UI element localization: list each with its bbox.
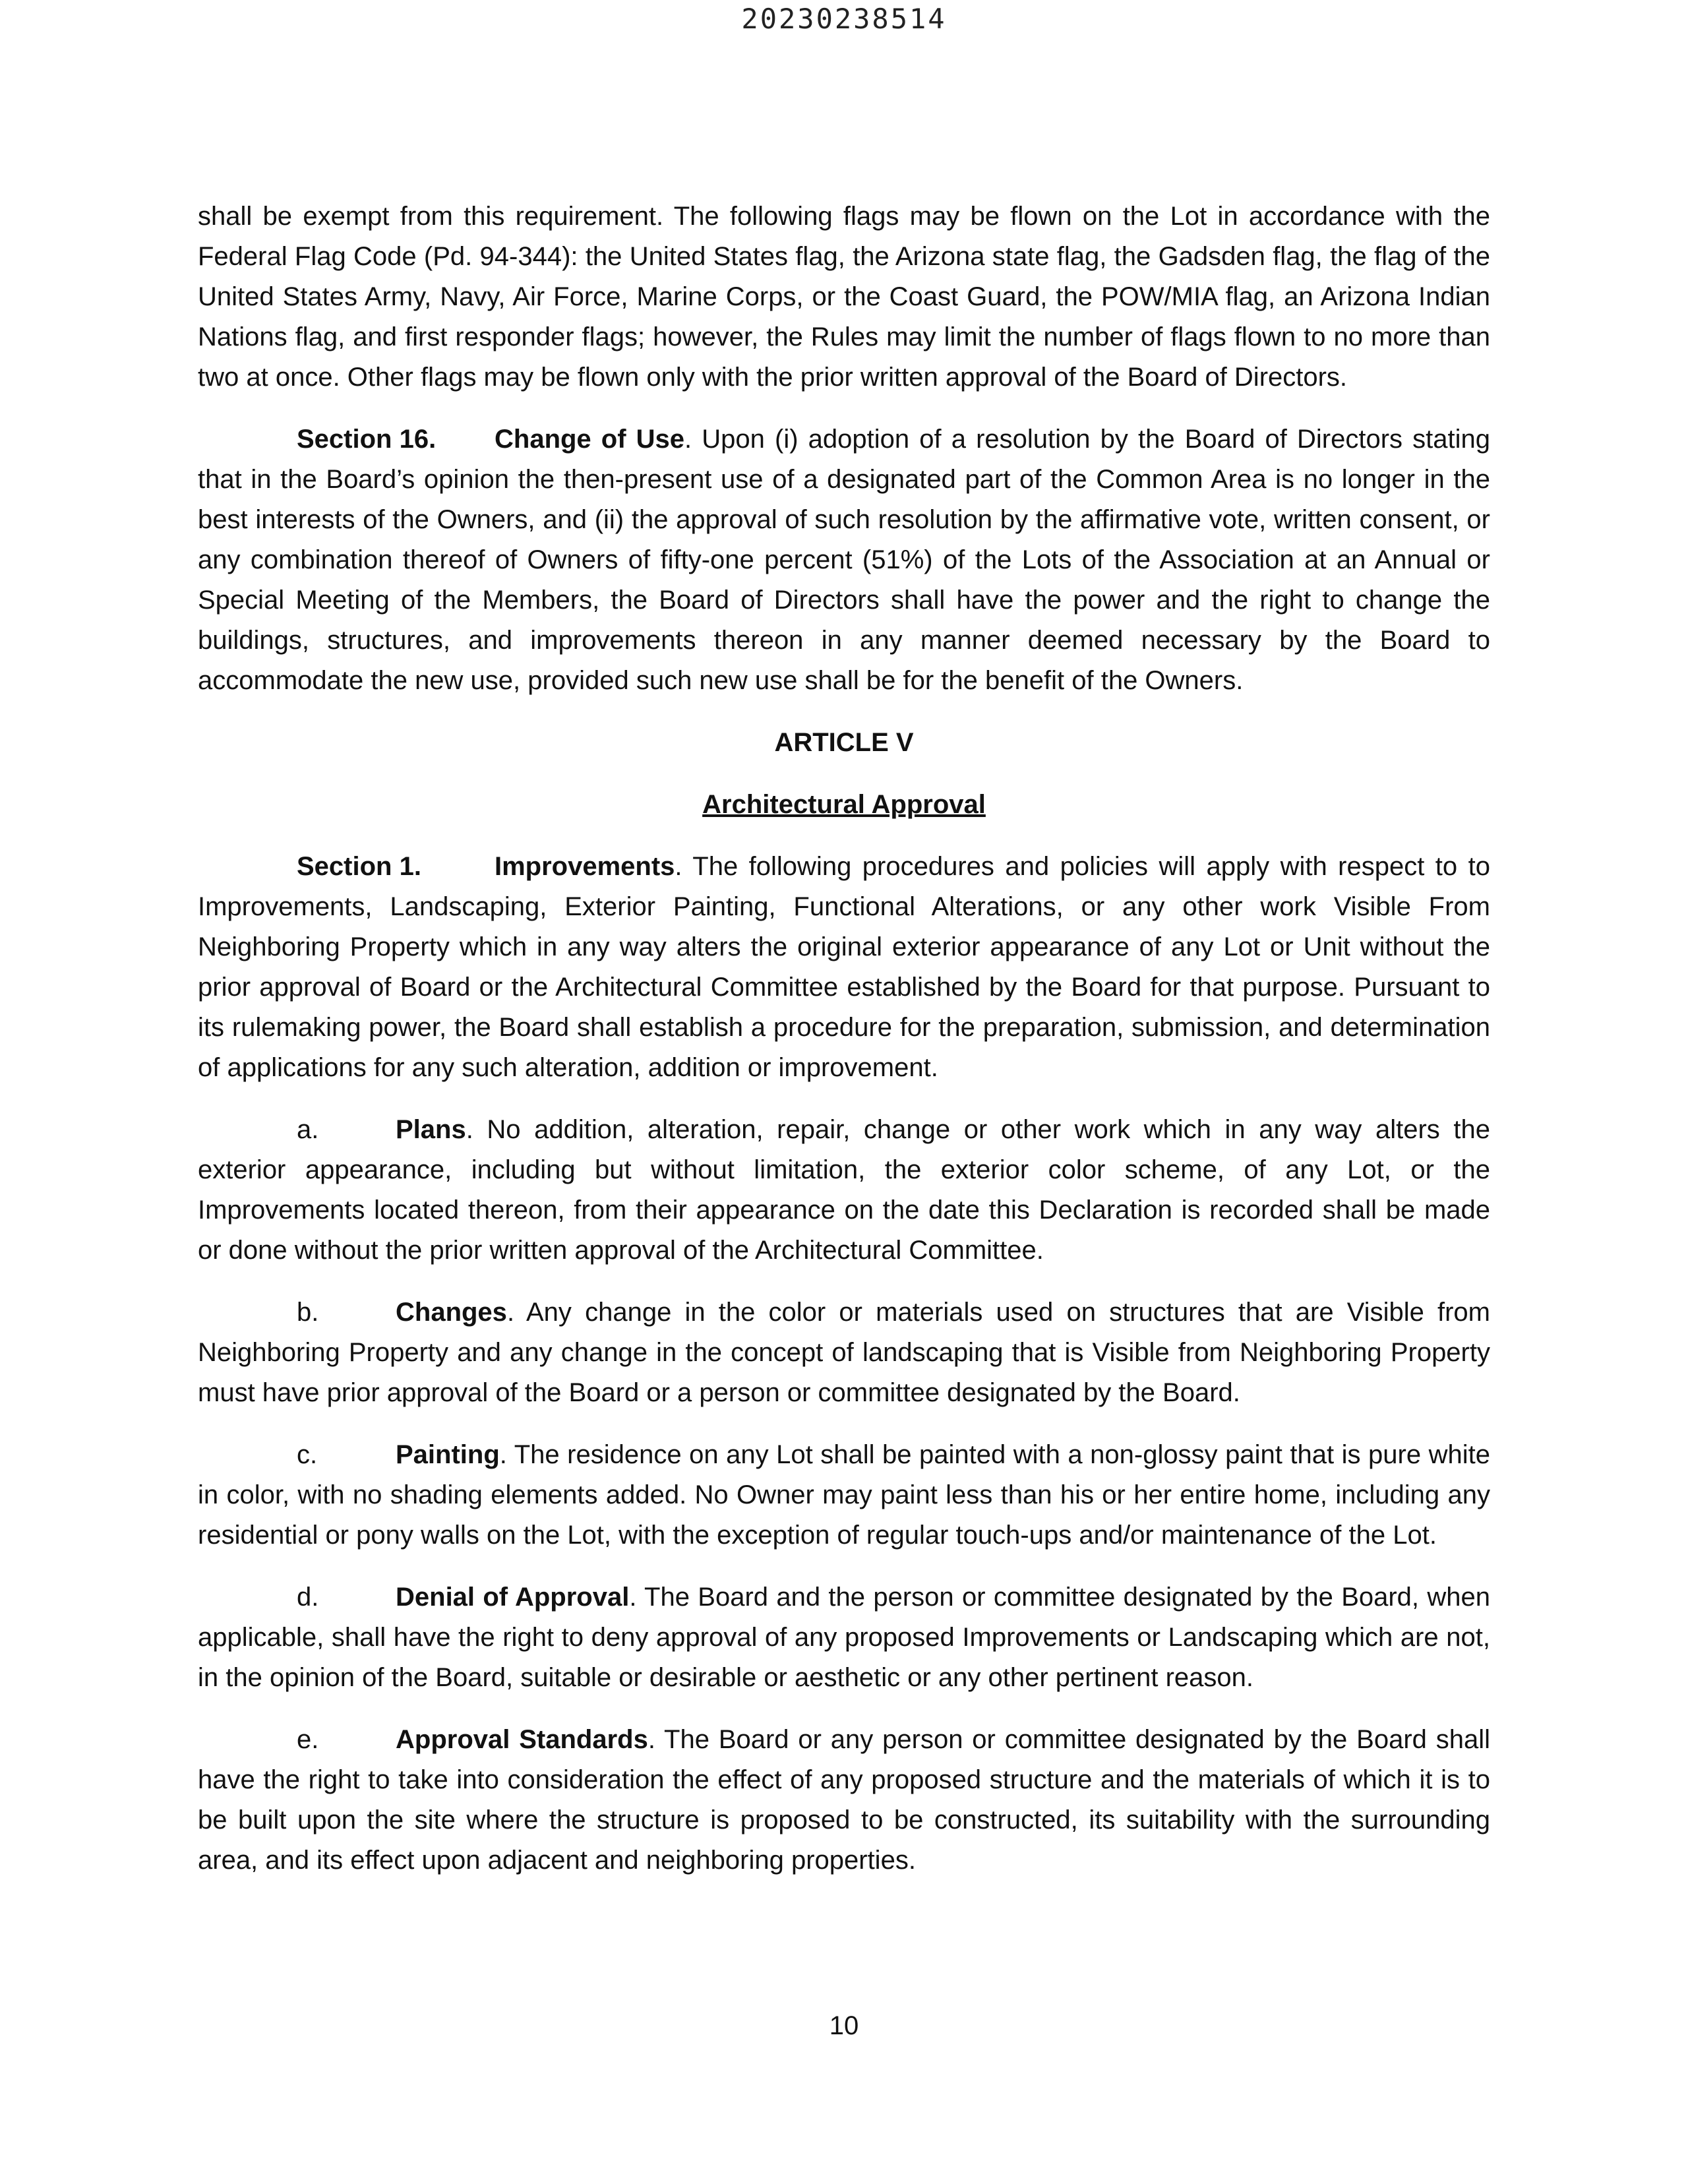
article-title: Architectural Approval <box>702 790 986 819</box>
item-b-label: b. <box>297 1298 319 1327</box>
item-a-title: Plans <box>396 1115 466 1144</box>
item-d-paragraph <box>198 1577 1490 1698</box>
item-e-text: . The Board or any person or committee designated by the Board shall have the right to take into consideration the effect of any proposed structure and the materials of which it is to be built upon the site where the structure is proposed to be constructed, its suitability with the surrounding area, and its effect upon adjacent and neighboring properties. <box>198 1725 1490 1875</box>
section-16-text: . Upon (i) adoption of a resolution by the Board of Directors stating that in the Board’s opinion the then-present use of a designated part of the Common Area is no longer in the best interests of the Owners, and (ii) the approval of such resolution by the affirmative vote, written consent, or any combination thereof of Owners of fifty-one percent (51%) of the Lots of the Association at an Annual or Special Meeting of the Members, the Board of Directors shall have the power and the right to change the buildings, structures, and improvements thereon in any manner deemed necessary by the Board to accommodate the new use, provided such new use shall be for the benefit of the Owners. <box>198 425 1490 695</box>
page-number: 10 <box>829 2011 859 2040</box>
paragraph-flags-continued: shall be exempt from this requirement. The following flags may be flown on the Lot in accordance with the Federal Flag Code (Pd. 94-344): the United States flag, the Arizona state flag, the Gadsden flag, the flag of the United States Army, Navy, Air Force, Marine Corps, or the Coast Guard, the POW/MIA flag, an Arizona Indian Nations flag, and first responder flags; however, the Rules may limit the number of flags flown to no more than two at once. Other flags may be flown only with the prior written approval of the Board of Directors. <box>198 202 1490 392</box>
section-1-paragraph <box>198 847 1490 1088</box>
item-d-text: . The Board and the person or committee designated by the Board, when applicable, shall have the right to deny approval of any proposed Improvements or Landscaping which are not, in the opinion of the Board, suitable or desirable or aesthetic or any other pertinent reason. <box>198 1583 1490 1692</box>
section-16-paragraph <box>198 419 1490 701</box>
section-16-label: Section 16. <box>297 425 437 454</box>
item-b-text: . Any change in the color or materials used on structures that are Visible from Neighboring Property and any change in the concept of landscaping that is Visible from Neighboring Property must have prior approval of the Board or a person or committee designated by the Board. <box>198 1298 1490 1407</box>
item-b-paragraph <box>198 1292 1490 1413</box>
item-d-label: d. <box>297 1583 319 1612</box>
item-a-paragraph <box>198 1110 1490 1271</box>
page-body <box>198 197 1490 1902</box>
item-e-title: Approval Standards <box>396 1725 648 1754</box>
item-d-title: Denial of Approval <box>396 1583 630 1612</box>
section-16-title: Change of Use <box>495 425 685 454</box>
item-e-label: e. <box>297 1725 319 1754</box>
item-a-label: a. <box>297 1115 319 1144</box>
section-1-title: Improvements <box>495 852 675 881</box>
item-c-title: Painting <box>396 1440 500 1469</box>
document-number: 20230238514 <box>741 3 947 35</box>
item-c-text: . The residence on any Lot shall be painted with a non-glossy paint that is pure white in color, with no shading elements added. No Owner may paint less than his or her entire home, including any residential or pony walls on the Lot, with the exception of regular touch-ups and/or maintenance of the Lot. <box>198 1440 1490 1550</box>
item-c-paragraph <box>198 1435 1490 1556</box>
section-1-text: . The following procedures and policies will apply with respect to to Improvements, Landscaping, Exterior Painting, Functional Alterations, or any other work Visible From Neighboring Property which in any way alters the original exterior appearance of any Lot or Unit without the prior approval of Board or the Architectural Committee established by the Board for that purpose. Pursuant to its rulemaking power, the Board shall establish a procedure for the preparation, submission, and determination of applications for any such alteration, addition or improvement. <box>198 852 1490 1082</box>
item-b-title: Changes <box>396 1298 507 1327</box>
article-number: ARTICLE V <box>774 728 914 757</box>
item-c-label: c. <box>297 1440 318 1469</box>
section-1-label: Section 1. <box>297 852 421 881</box>
item-e-paragraph <box>198 1720 1490 1881</box>
item-a-text: . No addition, alteration, repair, change or other work which in any way alters the exterior appearance, including but without limitation, the exterior color scheme, of any Lot, or the Improvements located thereon, from their appearance on the date this Declaration is recorded shall be made or done without the prior written approval of the Architectural Committee. <box>198 1115 1490 1265</box>
